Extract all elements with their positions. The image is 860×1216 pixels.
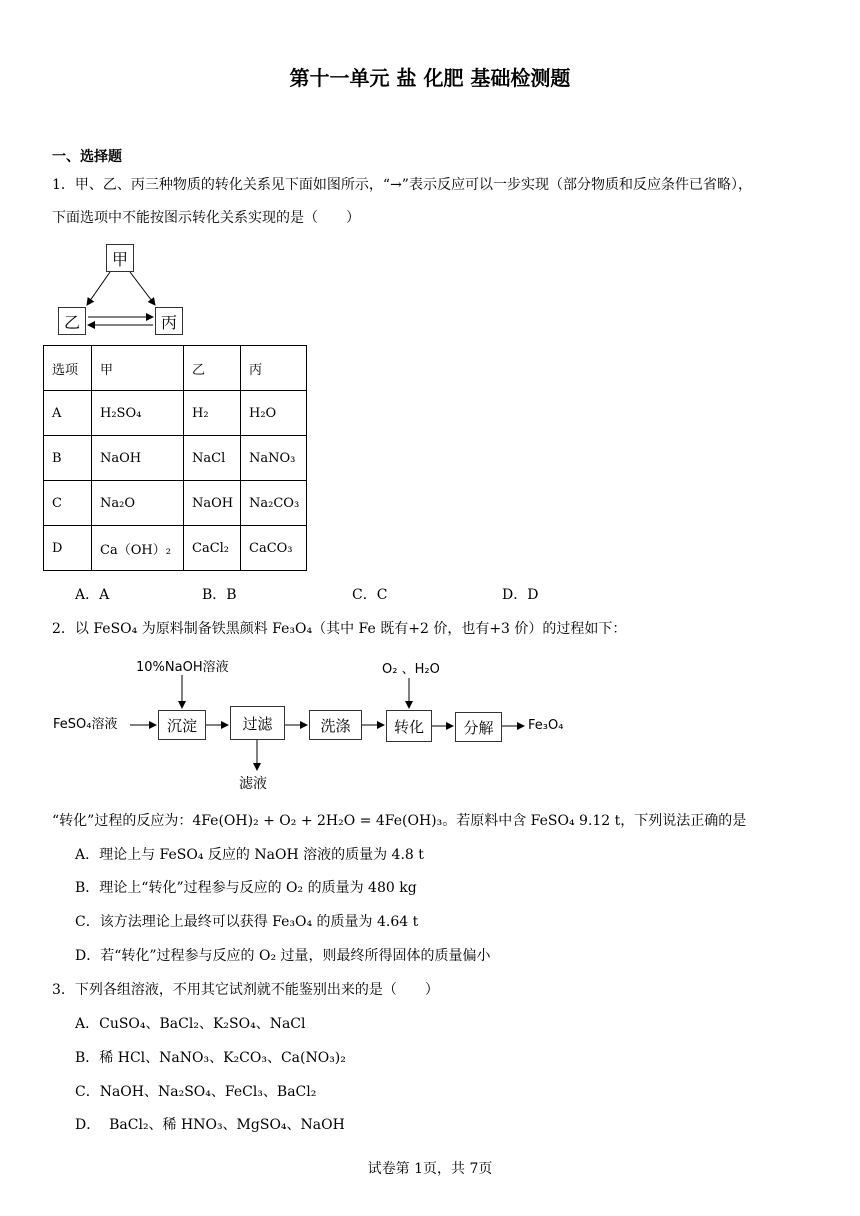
q2-stem: 2．以 FeSO₄ 为原料制备铁黑颜料 Fe₃O₄（其中 Fe 既有+2 价，也有+3 价）的过程如下： (52, 621, 627, 637)
q2-choice-c[interactable]: C．该方法理论上最终可以获得 Fe₃O₄ 的质量为 4.64 t (75, 914, 419, 930)
q1-choice-d[interactable]: D．D (502, 587, 539, 603)
q1-stem-line2: 下面选项中不能按图示转化关系实现的是（ ） (52, 210, 360, 226)
diagram-arrows (0, 0, 220, 345)
flow-step-filter: 过滤 (230, 706, 285, 740)
page-title: 第十一单元 盐 化肥 基础检测题 (289, 66, 571, 90)
table-cell: H₂SO₄ (92, 391, 184, 436)
table-cell: CaCO₃ (241, 526, 307, 571)
table-cell: NaOH (184, 481, 241, 526)
table-row (44, 481, 307, 526)
flow-byproduct-filtrate: 滤液 (239, 776, 267, 792)
flow-reagent-naoh: 10%NaOH溶液 (136, 660, 229, 675)
table-cell: H₂ (184, 391, 241, 436)
table-header-row (44, 346, 307, 391)
flow-arrows (0, 640, 600, 780)
flow-step-decompose: 分解 (455, 712, 502, 742)
q2-choice-b[interactable]: B．理论上“转化”过程参与反应的 O₂ 的质量为 480 kg (75, 880, 417, 896)
diagram-node-bing: 丙 (155, 307, 183, 335)
table-cell: Ca（OH）₂ (92, 526, 184, 571)
q2-description: “转化”过程的反应为：4Fe(OH)₂ + O₂ + 2H₂O = 4Fe(OH)₃。若原料中含 FeSO₄ 9.12 t，下列说法正确的是 (52, 813, 747, 829)
table-header: 甲 (92, 346, 184, 391)
q2-choice-a[interactable]: A．理论上与 FeSO₄ 反应的 NaOH 溶液的质量为 4.8 t (75, 847, 424, 863)
table-cell: Na₂CO₃ (241, 481, 307, 526)
flow-step-precipitate: 沉淀 (158, 710, 206, 740)
table-cell: D (44, 526, 92, 571)
flow-step-convert: 转化 (386, 710, 432, 742)
q3-choice-b[interactable]: B．稀 HCl、NaNO₃、K₂CO₃、Ca(NO₃)₂ (75, 1050, 346, 1066)
table-header: 丙 (241, 346, 307, 391)
flow-step-wash: 洗涤 (309, 710, 362, 740)
q1-choice-b[interactable]: B．B (202, 587, 237, 603)
table-cell: B (44, 436, 92, 481)
table-cell: NaCl (184, 436, 241, 481)
table-cell: C (44, 481, 92, 526)
table-cell: NaOH (92, 436, 184, 481)
table-cell: H₂O (241, 391, 307, 436)
q3-choice-a[interactable]: A．CuSO₄、BaCl₂、K₂SO₄、NaCl (75, 1016, 306, 1032)
q3-choice-c[interactable]: C．NaOH、Na₂SO₄、FeCl₃、BaCl₂ (75, 1084, 317, 1100)
flow-output-fe3o4: Fe₃O₄ (528, 718, 564, 733)
q1-choice-c[interactable]: C．C (352, 587, 388, 603)
table-row (44, 436, 307, 481)
table-cell: A (44, 391, 92, 436)
table-cell: NaNO₃ (241, 436, 307, 481)
q1-stem-line1: 1．甲、乙、丙三种物质的转化关系见下面如图所示，“→”表示反应可以一步实现（部分物质和反应条件已省略）， (52, 177, 752, 193)
table-header: 选项 (44, 346, 92, 391)
table-row (44, 391, 307, 436)
diagram-node-yi: 乙 (58, 307, 86, 335)
table-header: 乙 (184, 346, 241, 391)
options-table (43, 345, 307, 571)
diagram-node-jia: 甲 (106, 244, 134, 272)
q2-choice-d[interactable]: D．若“转化”过程参与反应的 O₂ 过量，则最终所得固体的质量偏小 (75, 948, 491, 964)
q1-choice-a[interactable]: A．A (75, 587, 110, 603)
table-cell: Na₂O (92, 481, 184, 526)
table-cell: CaCl₂ (184, 526, 241, 571)
table-row (44, 526, 307, 571)
q3-stem: 3．下列各组溶液，不用其它试剂就不能鉴别出来的是（ ） (52, 982, 439, 998)
flow-reagent-o2-h2o: O₂ 、H₂O (382, 662, 440, 677)
flow-input-feso4: FeSO₄溶液 (53, 717, 118, 732)
section-heading: 一、选择题 (52, 149, 122, 165)
page-footer: 试卷第 1页，共 7页 (367, 1161, 493, 1177)
q3-choice-d[interactable]: D． BaCl₂、稀 HNO₃、MgSO₄、NaOH (75, 1117, 345, 1133)
